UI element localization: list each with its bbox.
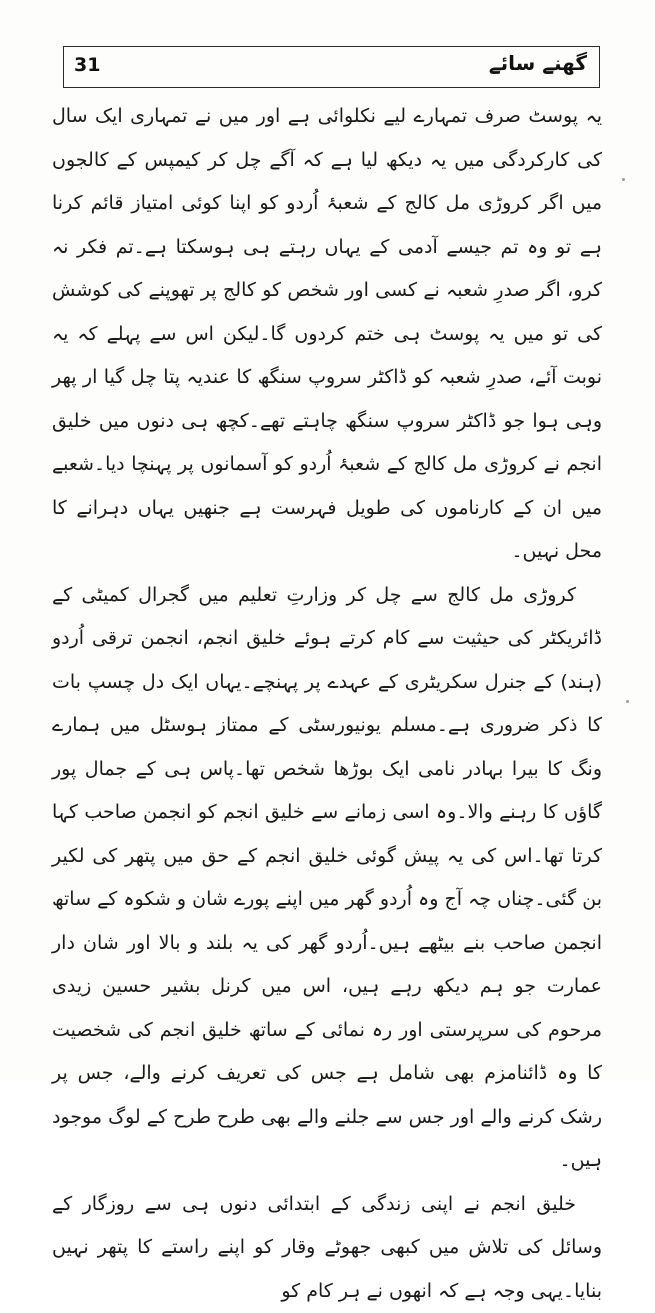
paragraph-3: خلیق انجم نے اپنی زندگی کے ابتدائی دنوں ہی سے روزگار کے وسائل کی تلاش میں کبھی جھوٹے وقار کو اپنے راستے کا پتھر نہیں بنایا۔یہی وجہ ہے کہ انھوں نے ہر کام کو bbox=[52, 1183, 602, 1313]
scan-speck bbox=[626, 700, 629, 703]
page-number: 31 bbox=[74, 54, 100, 76]
paragraph-1: یہ پوسٹ صرف تمہارے لیے نکلوائی ہے اور میں نے تمہاری ایک سال کی کارکردگی میں یہ دیکھ لیا ہے کہ آگے چل کر کیمپس کے کالجوں میں اگر کروڑی مل کالج کے شعبۂ اُردو کو اپنا کوئی امتیاز قائم کرنا ہے تو وہ تم جیسے آدمی کے یہاں رہتے ہی ہوسکتا ہے۔تم فکر نہ کرو، اگر صدرِ شعبہ نے کسی اور شخص کو کالج پر تھوپنے کی کوشش کی تو میں یہ پوسٹ ہی ختم کردوں گا۔لیکن اس سے پہلے کہ یہ نوبت آئے، صدرِ شعبہ کو ڈاکٹر سروپ سنگھ کا عندیہ پتا چل گیا ار پھر وہی ہوا جو ڈاکٹر سروپ سنگھ چاہتے تھے۔کچھ ہی دنوں میں خلیق انجم نے کروڑی مل کالج کے شعبۂ اُردو کو آسمانوں پر پہنچا دیا۔شعبے میں ان کے کارناموں کی طویل فہرست ہے جنھیں یہاں دہرانے کا محل نہیں۔ bbox=[52, 95, 602, 574]
scan-speck bbox=[622, 178, 625, 181]
running-title: گھنے سائے bbox=[489, 51, 587, 75]
paragraph-2: کروڑی مل کالج سے چل کر وزارتِ تعلیم میں گجرال کمیٹی کے ڈائریکٹر کی حیثیت سے کام کرتے ہوئے خلیق انجم، انجمن ترقی اُردو (ہند) کے جنرل سکریٹری کے عہدے پر پہنچے۔یہاں ایک دل چسپ بات کا ذکر ضروری ہے۔مسلم یونیورسٹی کے ممتاز ہوسٹل میں ہمارے ونگ کا بیرا بہادر نامی ایک بوڑھا شخص تھا۔پاس ہی کے جمال پور گاؤں کا رہنے والا۔وہ اسی زمانے سے خلیق انجم کو انجمن صاحب کہا کرتا تھا۔اس کی یہ پیش گوئی خلیق انجم کے حق میں پتھر کی لکیر بن گئی۔چناں چہ آج وہ اُردو گھر میں اپنے پورے شان و شکوہ کے ساتھ انجمن صاحب بنے بیٹھے ہیں۔اُردو گھر کی یہ بلند و بالا اور شان دار عمارت جو ہم دیکھ رہے ہیں، اس میں کرنل بشیر حسین زیدی مرحوم کی سرپرستی اور رہ نمائی کے ساتھ خلیق انجم کی شخصیت کا وہ ڈائنامزم بھی شامل ہے جس کی تعریف کرنے والے، جس پر رشک کرنے والے اور جس سے جلنے والے بھی طرح طرح کے لوگ موجود ہیں۔ bbox=[52, 574, 602, 1183]
body-text bbox=[52, 95, 602, 1313]
